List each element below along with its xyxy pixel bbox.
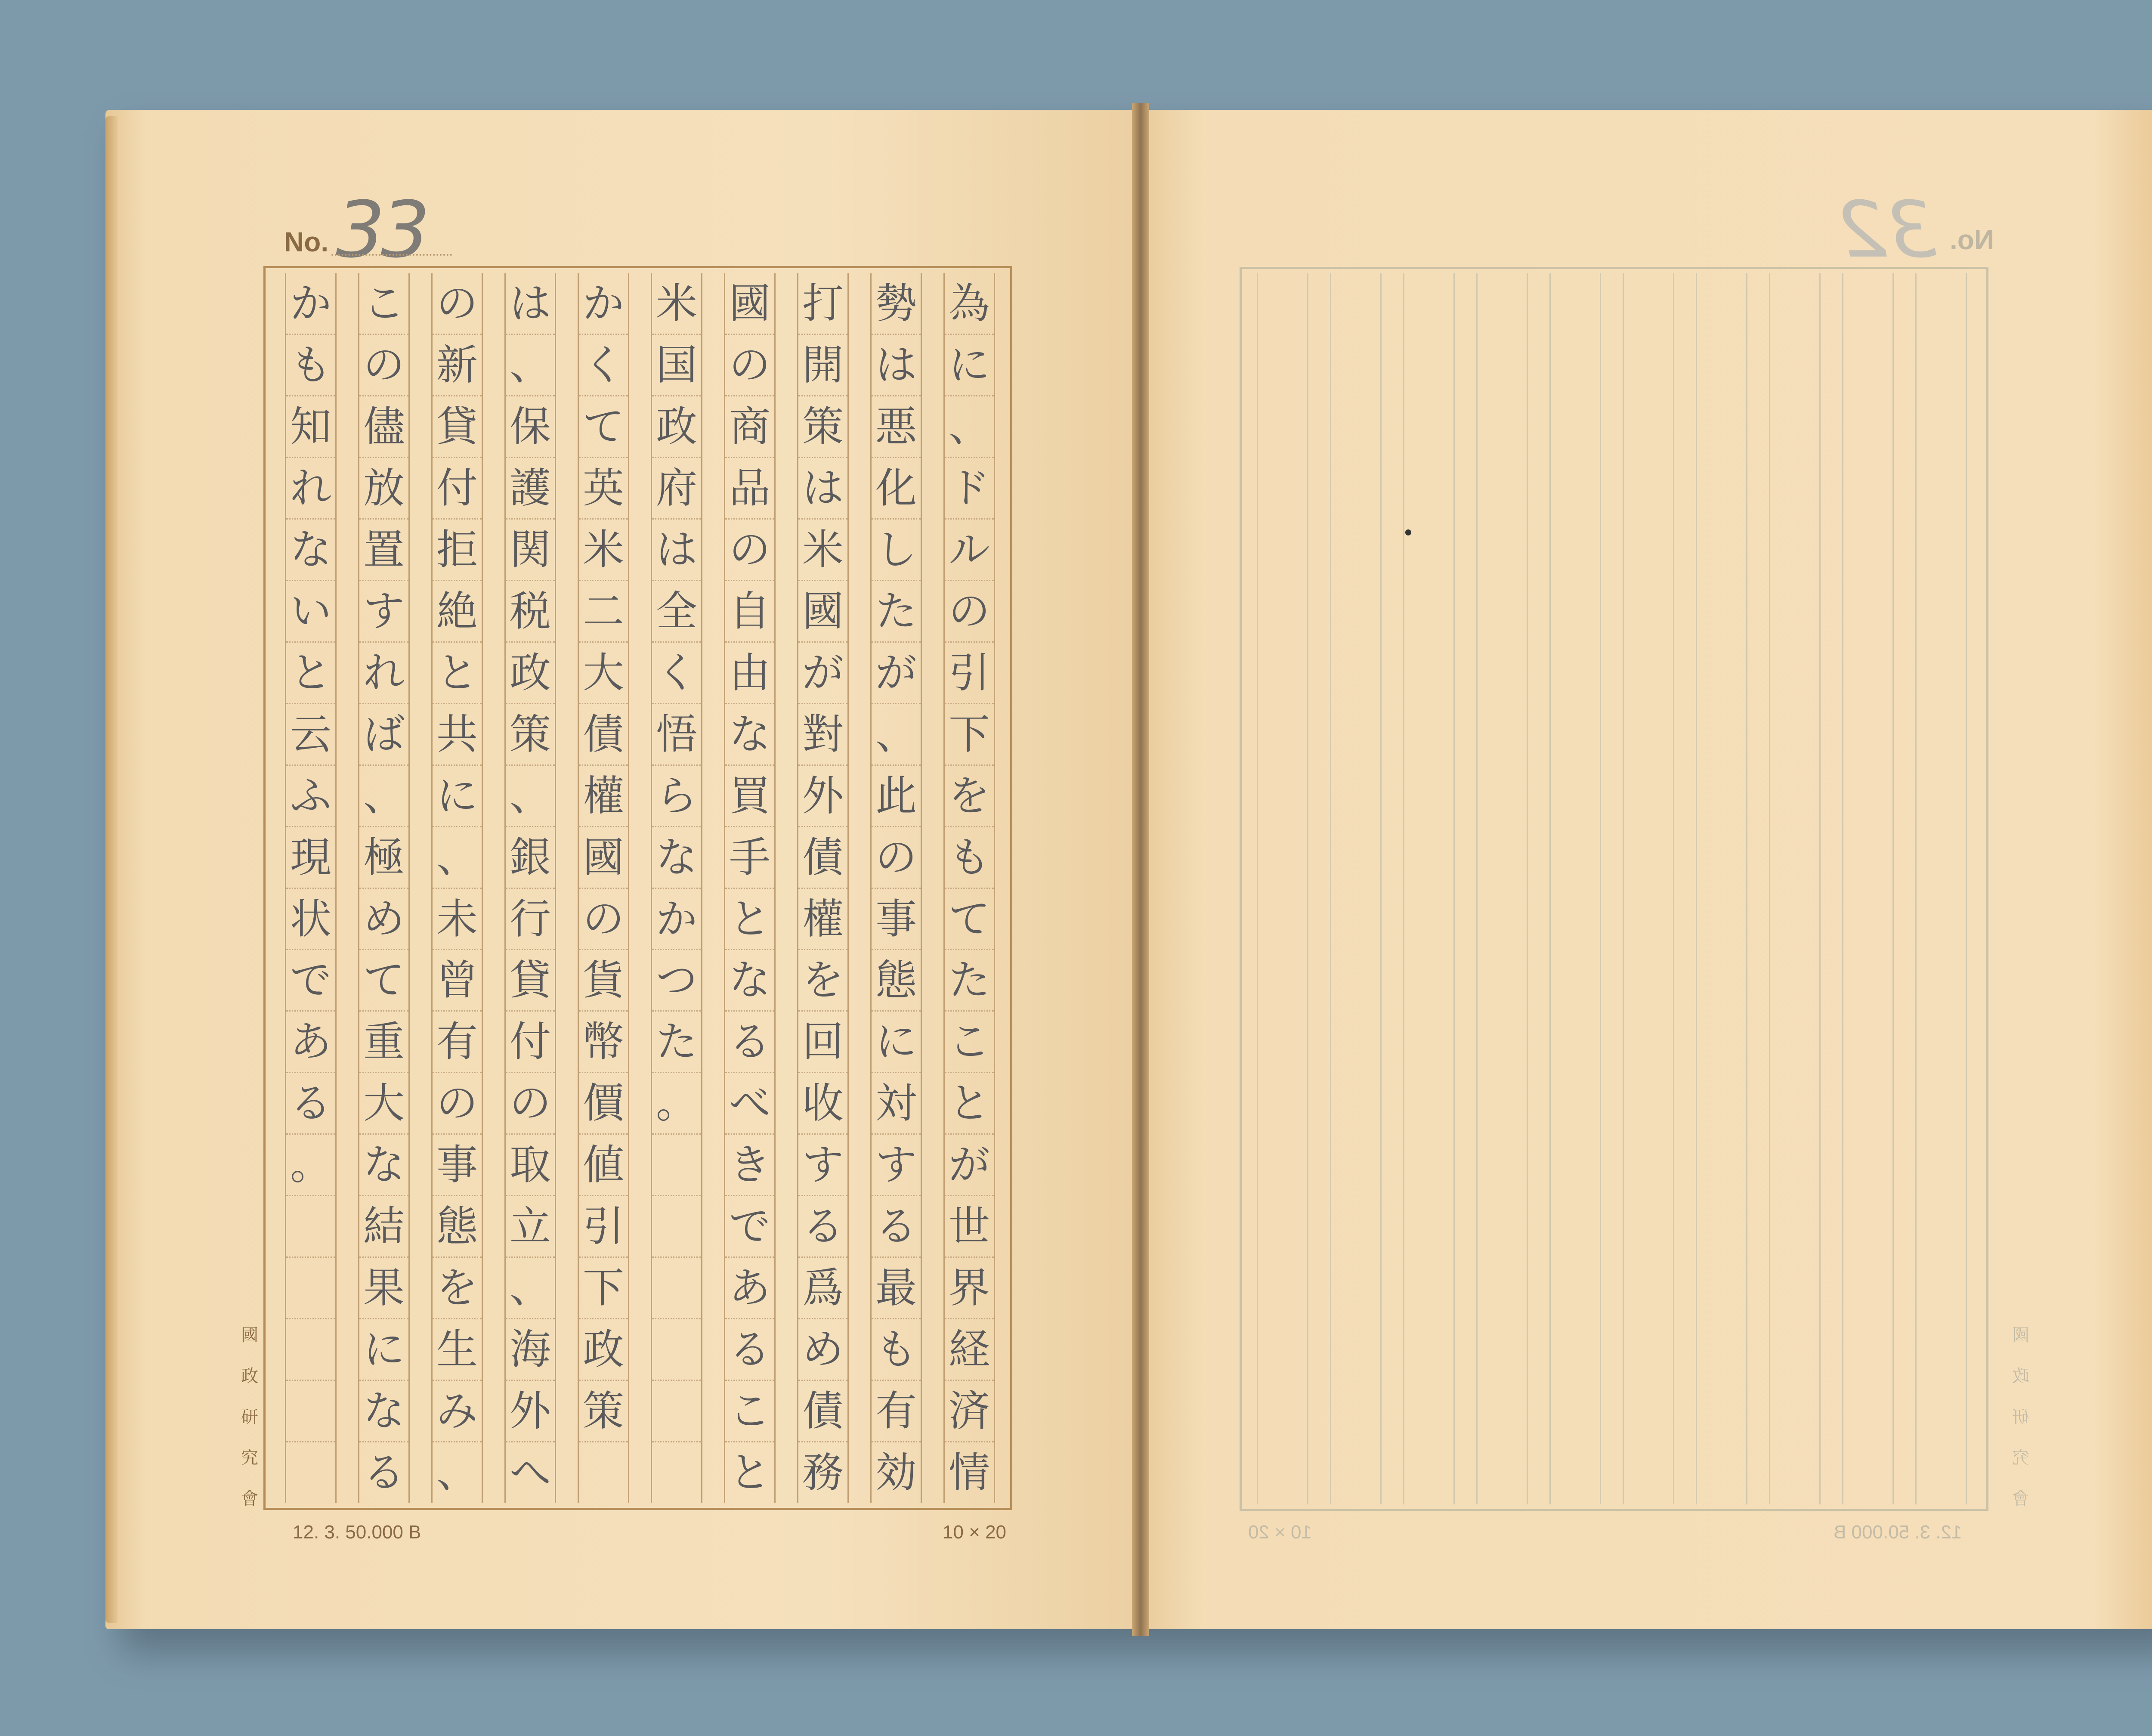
ghost-footer-grid-size: 10 × 20 [1248, 1522, 1312, 1543]
manuscript-cell: 経 [945, 1319, 994, 1381]
manuscript-cell: な [652, 827, 701, 889]
manuscript-cell: 外 [798, 766, 847, 827]
manuscript-cell: 取 [506, 1135, 555, 1196]
ghost-page-no-label: No. [1950, 224, 1994, 255]
manuscript-cell: 共 [433, 704, 482, 766]
manuscript-cell: 貨 [579, 950, 628, 1012]
manuscript-cell: 済 [945, 1381, 994, 1442]
manuscript-cell: 權 [798, 889, 847, 950]
manuscript-cell: 値 [579, 1135, 628, 1196]
ghost-footer-print-code: 12. 3. 50.000 B [1834, 1522, 1962, 1543]
side-label-char: 究 [2012, 1448, 2029, 1468]
manuscript-cell: な [725, 704, 774, 766]
manuscript-cell: に [945, 335, 994, 396]
manuscript-cell: 引 [579, 1196, 628, 1258]
manuscript-cell: 、 [433, 827, 482, 889]
manuscript-cell: の [872, 827, 921, 889]
manuscript-cell: に [872, 1012, 921, 1073]
manuscript-cell: に [359, 1319, 408, 1381]
manuscript-cell: 國 [798, 581, 847, 643]
manuscript-cell: は [652, 520, 701, 581]
manuscript-cell [286, 1381, 335, 1442]
page-no-underline [331, 254, 452, 256]
manuscript-cell: 付 [433, 458, 482, 520]
manuscript-cell: す [798, 1135, 847, 1196]
manuscript-cell: こ [359, 273, 408, 335]
manuscript-cell: 、 [872, 704, 921, 766]
manuscript-cell: が [945, 1135, 994, 1196]
manuscript-cell: 立 [506, 1196, 555, 1258]
manuscript-cell: れ [359, 643, 408, 704]
manuscript-cell: は [798, 458, 847, 520]
manuscript-cell [652, 1196, 701, 1258]
manuscript-cell: 全 [652, 581, 701, 643]
manuscript-cell: 事 [433, 1135, 482, 1196]
manuscript-cell: あ [725, 1258, 774, 1319]
manuscript-column [358, 273, 410, 1503]
manuscript-cell: 云 [286, 704, 335, 766]
manuscript-cell: 。 [652, 1073, 701, 1135]
manuscript-cell: か [286, 273, 335, 335]
manuscript-cell: め [359, 889, 408, 950]
manuscript-cell: 、 [359, 766, 408, 827]
manuscript-cell: と [286, 643, 335, 704]
manuscript-column [651, 273, 702, 1503]
manuscript-cell: 米 [798, 520, 847, 581]
manuscript-cell [286, 1196, 335, 1258]
manuscript-cell: の [433, 273, 482, 335]
manuscript-cell: 開 [798, 335, 847, 396]
manuscript-cell: 最 [872, 1258, 921, 1319]
manuscript-cell: の [359, 335, 408, 396]
manuscript-cell: つ [652, 950, 701, 1012]
manuscript-cell: へ [510, 1448, 551, 1497]
manuscript-cell: こ [945, 1012, 994, 1073]
manuscript-cell: あ [286, 1012, 335, 1073]
manuscript-cell: 放 [359, 458, 408, 520]
manuscript-cell: 策 [506, 704, 555, 766]
manuscript-cell: 下 [945, 704, 994, 766]
side-label-char: 政 [2012, 1366, 2029, 1386]
manuscript-cell: 海 [506, 1319, 555, 1381]
side-label-char: 研 [241, 1407, 258, 1427]
side-label-char: 會 [2012, 1489, 2029, 1509]
manuscript-cell: を [798, 950, 847, 1012]
manuscript-cell: 有 [433, 1012, 482, 1073]
ink-dot [1405, 529, 1411, 535]
manuscript-cell: 悟 [652, 704, 701, 766]
manuscript-cell [652, 1442, 701, 1503]
manuscript-cell: こ [725, 1381, 774, 1442]
manuscript-cell: 未 [433, 889, 482, 950]
manuscript-cell: 絶 [433, 581, 482, 643]
page-no-label: No. [284, 226, 329, 257]
manuscript-cell: す [872, 1135, 921, 1196]
manuscript-cell: 策 [798, 396, 847, 458]
manuscript-cell: 極 [359, 827, 408, 889]
manuscript-cell: は [872, 335, 921, 396]
manuscript-cell: め [798, 1319, 847, 1381]
manuscript-cell: る [286, 1073, 335, 1135]
manuscript-cell: 税 [506, 581, 555, 643]
manuscript-cell: 由 [725, 643, 774, 704]
manuscript-cell: 貸 [506, 950, 555, 1012]
manuscript-cell: 外 [506, 1381, 555, 1442]
manuscript-cell: べ [725, 1073, 774, 1135]
ghost-column [1696, 273, 1747, 1504]
manuscript-cell: く [579, 335, 628, 396]
manuscript-cell: 儘 [359, 396, 408, 458]
manuscript-cell: も [872, 1319, 921, 1381]
ghost-column [1769, 273, 1821, 1504]
manuscript-cell: 米 [579, 520, 628, 581]
manuscript-cell: 此 [872, 766, 921, 827]
manuscript-cell: 爲 [798, 1258, 847, 1319]
left-page-edge [105, 116, 118, 1623]
manuscript-cell: 二 [579, 581, 628, 643]
manuscript-cell: 、 [506, 766, 555, 827]
manuscript-cell: 國 [579, 827, 628, 889]
manuscript-cell: 引 [945, 643, 994, 704]
manuscript-cell: が [872, 643, 921, 704]
manuscript-cell: 為 [945, 273, 994, 335]
manuscript-cell: も [945, 827, 994, 889]
manuscript-cell: 商 [725, 396, 774, 458]
ghost-publisher-side-label [2010, 1321, 2031, 1510]
side-label-char: 研 [2012, 1407, 2029, 1427]
manuscript-cell: 回 [798, 1012, 847, 1073]
ghost-column [1257, 273, 1308, 1504]
manuscript-cell: 護 [506, 458, 555, 520]
ghost-page-number: 32 [1838, 185, 1937, 275]
manuscript-cell: て [579, 396, 628, 458]
manuscript-cell: 買 [725, 766, 774, 827]
manuscript-cell: 債 [798, 1381, 847, 1442]
side-label-char: 究 [241, 1448, 258, 1468]
manuscript-cell: 悪 [872, 396, 921, 458]
manuscript-cell: 置 [359, 520, 408, 581]
manuscript-cell: 曾 [433, 950, 482, 1012]
manuscript-cell [286, 1442, 335, 1503]
manuscript-cell: 情 [949, 1448, 990, 1497]
manuscript-cell: 、 [506, 335, 555, 396]
manuscript-cell: と [725, 889, 774, 950]
side-label-char: 會 [241, 1489, 258, 1509]
manuscript-cell: 世 [945, 1196, 994, 1258]
manuscript-cell: 関 [506, 520, 555, 581]
ghost-column [1623, 273, 1674, 1504]
manuscript-column [797, 273, 849, 1503]
manuscript-cell: 政 [579, 1319, 628, 1381]
manuscript-cell: と [433, 643, 482, 704]
manuscript-cell: 化 [872, 458, 921, 520]
manuscript-cell: 打 [798, 273, 847, 335]
manuscript-cell: て [359, 950, 408, 1012]
manuscript-column [504, 273, 556, 1503]
manuscript-cell: か [652, 889, 701, 950]
ghost-column [1330, 273, 1382, 1504]
manuscript-cell: ふ [286, 766, 335, 827]
footer-grid-size: 10 × 20 [943, 1522, 1007, 1543]
page-number-handwritten: 33 [336, 185, 426, 275]
manuscript-cell: な [359, 1135, 408, 1196]
manuscript-cell: 策 [579, 1381, 628, 1442]
manuscript-cell: 。 [286, 1135, 335, 1196]
manuscript-cell: て [945, 889, 994, 950]
manuscript-cell: も [286, 335, 335, 396]
manuscript-cell: な [359, 1381, 408, 1442]
manuscript-column [285, 273, 337, 1503]
manuscript-cell: 自 [725, 581, 774, 643]
manuscript-cell: た [945, 950, 994, 1012]
manuscript-cell: る [798, 1196, 847, 1258]
manuscript-cell: 重 [359, 1012, 408, 1073]
manuscript-cell: 国 [652, 335, 701, 396]
manuscript-cell: き [725, 1135, 774, 1196]
manuscript-column [943, 273, 995, 1503]
side-label-char: 國 [241, 1325, 258, 1345]
manuscript-cell: の [725, 520, 774, 581]
book-gutter [1132, 103, 1149, 1636]
manuscript-cell: 政 [506, 643, 555, 704]
manuscript-cell: で [725, 1196, 774, 1258]
side-label-char: 國 [2012, 1325, 2029, 1345]
manuscript-cell: の [725, 335, 774, 396]
manuscript-cell [652, 1319, 701, 1381]
manuscript-cell: 生 [433, 1319, 482, 1381]
manuscript-cell: を [945, 766, 994, 827]
manuscript-cell: 權 [579, 766, 628, 827]
ghost-column [1403, 273, 1455, 1504]
manuscript-cell: 拒 [433, 520, 482, 581]
manuscript-cell: る [725, 1319, 774, 1381]
manuscript-cell: る [725, 1012, 774, 1073]
ghost-column [1476, 273, 1528, 1504]
manuscript-cell: 付 [506, 1012, 555, 1073]
manuscript-cell: く [652, 643, 701, 704]
manuscript-cell: た [652, 1012, 701, 1073]
manuscript-cell: の [433, 1073, 482, 1135]
manuscript-cell: 品 [725, 458, 774, 520]
manuscript-cell: ド [945, 458, 994, 520]
manuscript-column [578, 273, 629, 1503]
ghost-column [1842, 273, 1894, 1504]
manuscript-cell: 態 [433, 1196, 482, 1258]
manuscript-cell: 現 [286, 827, 335, 889]
manuscript-cell: す [359, 581, 408, 643]
manuscript-cell: る [872, 1196, 921, 1258]
manuscript-cell: 務 [802, 1448, 844, 1497]
manuscript-cell: 、 [436, 1448, 478, 1497]
manuscript-cell: と [945, 1073, 994, 1135]
manuscript-cell: し [872, 520, 921, 581]
side-label-char: 政 [241, 1366, 258, 1386]
manuscript-cell: 政 [652, 396, 701, 458]
manuscript-cell: 英 [579, 458, 628, 520]
manuscript-cell: 手 [725, 827, 774, 889]
manuscript-cell [579, 1442, 628, 1503]
manuscript-cell: 勢 [872, 273, 921, 335]
manuscript-cell: 対 [872, 1073, 921, 1135]
manuscript-cell: 幣 [579, 1012, 628, 1073]
manuscript-cell: 保 [506, 396, 555, 458]
manuscript-column [870, 273, 922, 1503]
manuscript-cell: た [872, 581, 921, 643]
manuscript-cell: 結 [359, 1196, 408, 1258]
manuscript-cell: 價 [579, 1073, 628, 1135]
manuscript-column [724, 273, 776, 1503]
manuscript-cell: る [363, 1448, 405, 1497]
manuscript-cell: 効 [875, 1448, 917, 1497]
manuscript-cell: 事 [872, 889, 921, 950]
manuscript-cell: な [725, 950, 774, 1012]
manuscript-cell: に [433, 766, 482, 827]
manuscript-cell: 知 [286, 396, 335, 458]
manuscript-cell: れ [286, 458, 335, 520]
manuscript-cell: ル [945, 520, 994, 581]
manuscript-cell [652, 1258, 701, 1319]
manuscript-cell: と [729, 1448, 770, 1497]
manuscript-cell: 行 [506, 889, 555, 950]
manuscript-cell: ら [652, 766, 701, 827]
manuscript-cell: み [433, 1381, 482, 1442]
manuscript-cell: 状 [286, 889, 335, 950]
manuscript-cell: ば [359, 704, 408, 766]
manuscript-cell: 有 [872, 1381, 921, 1442]
manuscript-cell: は [506, 273, 555, 335]
manuscript-cell: 米 [652, 273, 701, 335]
manuscript-grid [263, 266, 1012, 1510]
manuscript-cell: 、 [506, 1258, 555, 1319]
manuscript-cell: 大 [579, 643, 628, 704]
manuscript-cell: が [798, 643, 847, 704]
manuscript-cell: か [579, 273, 628, 335]
manuscript-cell: 府 [652, 458, 701, 520]
manuscript-cell: 、 [945, 396, 994, 458]
manuscript-cell: い [286, 581, 335, 643]
manuscript-cell: 界 [945, 1258, 994, 1319]
ghost-manuscript-grid [1240, 267, 1988, 1511]
manuscript-cell: を [433, 1258, 482, 1319]
manuscript-cell: の [579, 889, 628, 950]
manuscript-cell: 貸 [433, 396, 482, 458]
manuscript-cell: 銀 [506, 827, 555, 889]
manuscript-cell: 果 [359, 1258, 408, 1319]
manuscript-cell: な [286, 520, 335, 581]
ghost-column [1915, 273, 1967, 1504]
footer-print-code: 12. 3. 50.000 B [293, 1522, 421, 1543]
manuscript-cell: で [286, 950, 335, 1012]
manuscript-cell: 新 [433, 335, 482, 396]
manuscript-cell [652, 1135, 701, 1196]
manuscript-cell: 國 [725, 273, 774, 335]
manuscript-column [431, 273, 483, 1503]
manuscript-cell: 收 [798, 1073, 847, 1135]
manuscript-cell: 債 [798, 827, 847, 889]
manuscript-cell [652, 1381, 701, 1442]
manuscript-cell: 下 [579, 1258, 628, 1319]
manuscript-cell: 大 [359, 1073, 408, 1135]
manuscript-cell: の [506, 1073, 555, 1135]
manuscript-cell: 態 [872, 950, 921, 1012]
manuscript-cell: 對 [798, 704, 847, 766]
manuscript-cell: の [945, 581, 994, 643]
manuscript-cell [286, 1319, 335, 1381]
manuscript-cell [286, 1258, 335, 1319]
ghost-column [1549, 273, 1601, 1504]
publisher-side-label [239, 1321, 260, 1510]
manuscript-cell: 債 [579, 704, 628, 766]
